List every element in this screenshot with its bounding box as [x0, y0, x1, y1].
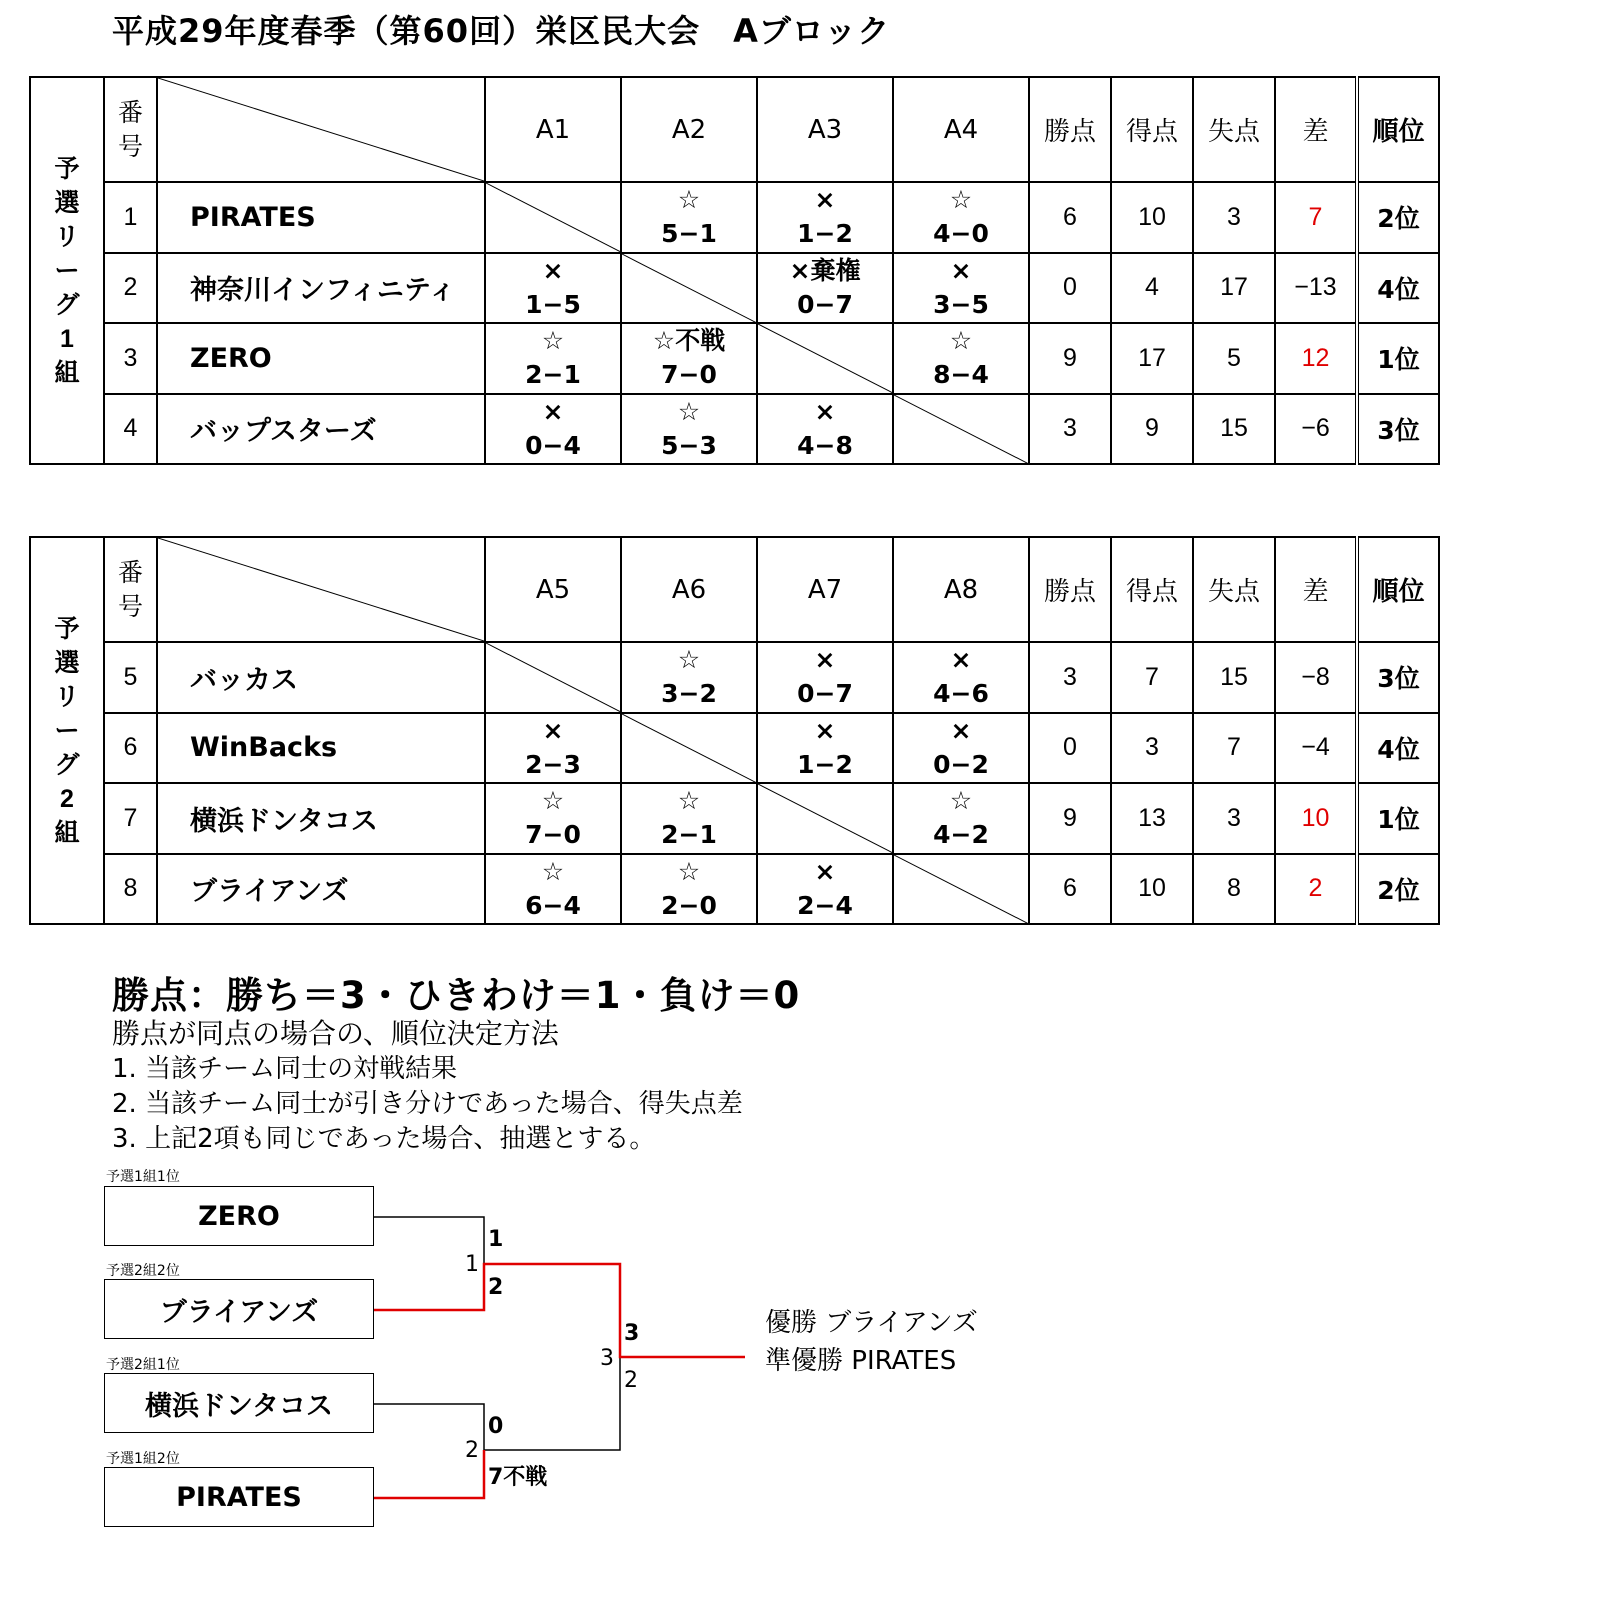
team-row	[30, 642, 1439, 713]
team-conceded: 3	[1193, 783, 1275, 854]
match-mark: ☆	[677, 645, 701, 675]
semi1-match-no: 1	[465, 1252, 479, 1277]
team-number: 1	[104, 182, 157, 253]
team-scored: 4	[1111, 253, 1193, 324]
team-rank: 1位	[1357, 323, 1439, 394]
match-result	[893, 783, 1029, 854]
team-row	[30, 182, 1439, 253]
team-scored: 10	[1111, 854, 1193, 925]
match-score: 4−8	[797, 430, 853, 460]
match-score: 1−5	[525, 289, 581, 319]
match-result	[757, 182, 893, 253]
points-header: 勝点	[1029, 537, 1111, 642]
match-result	[485, 783, 621, 854]
match-mark: ×	[814, 645, 836, 675]
team-name: PIRATES	[157, 182, 485, 253]
team-conceded: 15	[1193, 394, 1275, 465]
match-result	[893, 253, 1029, 324]
self-match-diagonal	[622, 254, 756, 323]
match-score: 2−0	[661, 890, 717, 920]
team-row	[30, 323, 1439, 394]
match-result	[621, 394, 757, 465]
match-score: 0−2	[933, 749, 989, 779]
team-rank: 3位	[1357, 642, 1439, 713]
match-result	[621, 323, 757, 394]
match-score: 3−2	[661, 679, 717, 709]
match-result	[485, 394, 621, 465]
team-number: 2	[104, 253, 157, 324]
match-score: 8−4	[933, 360, 989, 390]
match-score: 0−7	[797, 289, 853, 319]
self-match-diagonal	[758, 784, 892, 853]
team-diff: 10	[1275, 783, 1357, 854]
conceded-header: 失点	[1193, 537, 1275, 642]
match-result	[893, 323, 1029, 394]
match-result	[757, 253, 893, 324]
bracket-team-dontacos: 横浜ドンタコス	[104, 1373, 374, 1433]
semi2-match-no: 2	[465, 1438, 479, 1463]
tiebreak-rule-2: 2. 当該チーム同士が引き分けであった場合、得失点差	[112, 1089, 743, 1119]
self-match-cell	[893, 854, 1029, 925]
match-mark: ☆	[541, 326, 565, 356]
match-mark: ☆	[541, 856, 565, 886]
team-name: 横浜ドンタコス	[157, 783, 485, 854]
team-points: 9	[1029, 323, 1111, 394]
corner-diagonal	[158, 538, 484, 641]
match-result	[621, 182, 757, 253]
match-result	[893, 642, 1029, 713]
self-match-cell	[485, 182, 621, 253]
team-name: バッカス	[157, 642, 485, 713]
bracket-line-red	[374, 1264, 745, 1498]
match-result	[485, 253, 621, 324]
scored-header: 得点	[1111, 77, 1193, 182]
bracket-team-zero: ZERO	[104, 1186, 374, 1246]
match-result	[621, 642, 757, 713]
num-header-text: 番号	[117, 558, 143, 621]
match-result	[757, 394, 893, 465]
match-score: 4−6	[933, 679, 989, 709]
team-diff: 12	[1275, 323, 1357, 394]
match-mark: ×	[542, 396, 564, 426]
team-points: 0	[1029, 713, 1111, 784]
opponent-header: A8	[893, 537, 1029, 642]
final-score-bottom: 2	[624, 1368, 638, 1393]
slot-label-4: 予選1組2位	[106, 1451, 180, 1467]
match-result	[757, 854, 893, 925]
self-match-diagonal	[486, 183, 620, 252]
team-name: WinBacks	[157, 713, 485, 784]
opponent-header: A7	[757, 537, 893, 642]
team-number: 3	[104, 323, 157, 394]
team-name: ブライアンズ	[157, 854, 485, 925]
group-label	[30, 537, 104, 924]
opponent-header: A2	[621, 77, 757, 182]
team-diff: −6	[1275, 394, 1357, 465]
match-score: 2−4	[797, 890, 853, 920]
match-result	[757, 642, 893, 713]
team-points: 6	[1029, 182, 1111, 253]
bracket-team-pirates: PIRATES	[104, 1467, 374, 1527]
team-number: 6	[104, 713, 157, 784]
tiebreak-rule-3: 3. 上記2項も同じであった場合、抽選とする。	[112, 1124, 656, 1154]
match-mark: ×	[814, 856, 836, 886]
match-mark: ☆	[677, 786, 701, 816]
conceded-header: 失点	[1193, 77, 1275, 182]
corner-header	[157, 77, 485, 182]
team-diff: 2	[1275, 854, 1357, 925]
semi1-score-bottom: 2	[488, 1275, 504, 1300]
match-result	[485, 713, 621, 784]
match-score: 1−2	[797, 219, 853, 249]
team-rank: 4位	[1357, 713, 1439, 784]
team-diff: −8	[1275, 642, 1357, 713]
team-conceded: 7	[1193, 713, 1275, 784]
team-row	[30, 713, 1439, 784]
team-scored: 13	[1111, 783, 1193, 854]
corner-diagonal	[158, 78, 484, 181]
match-score: 0−4	[525, 430, 581, 460]
match-mark: ☆不戦	[652, 326, 726, 356]
team-points: 3	[1029, 394, 1111, 465]
team-diff: −13	[1275, 253, 1357, 324]
team-conceded: 5	[1193, 323, 1275, 394]
tiebreak-rule-1: 1. 当該チーム同士の対戦結果	[112, 1054, 458, 1084]
group-label-text: 予選リーグ1組	[54, 154, 80, 387]
rank-header: 順位	[1357, 537, 1439, 642]
points-rule: 勝点：勝ち＝3・ひきわけ＝1・負け＝0	[112, 974, 801, 1017]
num-header-text: 番号	[117, 98, 143, 161]
self-match-cell	[757, 783, 893, 854]
match-result	[485, 323, 621, 394]
slot-label-1: 予選1組1位	[106, 1169, 180, 1185]
runnerup-label: 準優勝 PIRATES	[765, 1346, 957, 1376]
page-title: 平成29年度春季（第60回）栄区民大会 Aブロック	[112, 12, 891, 50]
match-result	[621, 783, 757, 854]
match-score: 5−3	[661, 430, 717, 460]
opponent-header: A6	[621, 537, 757, 642]
team-scored: 9	[1111, 394, 1193, 465]
team-conceded: 17	[1193, 253, 1275, 324]
team-conceded: 15	[1193, 642, 1275, 713]
team-number: 7	[104, 783, 157, 854]
match-score: 2−3	[525, 749, 581, 779]
match-mark: ☆	[949, 326, 973, 356]
self-match-diagonal	[894, 395, 1028, 464]
rank-header: 順位	[1357, 77, 1439, 182]
match-mark: ☆	[677, 856, 701, 886]
semi2-score-bottom: 7不戦	[488, 1465, 548, 1490]
match-score: 0−7	[797, 679, 853, 709]
group-label-text: 予選リーグ2組	[54, 614, 80, 847]
opponent-header: A1	[485, 77, 621, 182]
slot-label-3: 予選2組1位	[106, 1357, 180, 1373]
team-name: バップスターズ	[157, 394, 485, 465]
team-scored: 17	[1111, 323, 1193, 394]
team-rank: 4位	[1357, 253, 1439, 324]
semi1-score-top: 1	[488, 1227, 504, 1252]
diff-header: 差	[1275, 537, 1357, 642]
team-rank: 1位	[1357, 783, 1439, 854]
final-match-no: 3	[600, 1346, 614, 1371]
team-row	[30, 394, 1439, 465]
match-mark: ×	[542, 255, 564, 285]
final-score-top: 3	[624, 1321, 640, 1346]
match-score: 1−2	[797, 749, 853, 779]
team-number: 5	[104, 642, 157, 713]
opponent-header: A5	[485, 537, 621, 642]
opponent-header: A3	[757, 77, 893, 182]
match-score: 2−1	[525, 360, 581, 390]
team-name: ZERO	[157, 323, 485, 394]
self-match-cell	[621, 253, 757, 324]
match-mark: ×	[814, 715, 836, 745]
team-diff: −4	[1275, 713, 1357, 784]
diff-header: 差	[1275, 77, 1357, 182]
match-mark: ☆	[677, 185, 701, 215]
team-points: 0	[1029, 253, 1111, 324]
match-score: 5−1	[661, 219, 717, 249]
match-mark: ☆	[949, 185, 973, 215]
team-points: 6	[1029, 854, 1111, 925]
tiebreak-heading: 勝点が同点の場合の、順位決定方法	[112, 1017, 559, 1050]
match-mark: ☆	[677, 396, 701, 426]
num-header	[104, 537, 157, 642]
bracket-team-brians: ブライアンズ	[104, 1279, 374, 1339]
self-match-diagonal	[758, 324, 892, 393]
line-brians-win	[374, 1264, 745, 1357]
self-match-cell	[621, 713, 757, 784]
match-score: 4−0	[933, 219, 989, 249]
team-rank: 3位	[1357, 394, 1439, 465]
match-result	[485, 854, 621, 925]
match-score: 7−0	[661, 360, 717, 390]
match-score: 7−0	[525, 820, 581, 850]
team-name: 神奈川インフィニティ	[157, 253, 485, 324]
group-label	[30, 77, 104, 464]
match-mark: ☆	[949, 786, 973, 816]
team-points: 9	[1029, 783, 1111, 854]
match-mark: ×	[950, 255, 972, 285]
match-score: 6−4	[525, 890, 581, 920]
team-row	[30, 783, 1439, 854]
match-score: 3−5	[933, 289, 989, 319]
team-number: 4	[104, 394, 157, 465]
slot-label-2: 予選2組2位	[106, 1263, 180, 1279]
team-scored: 10	[1111, 182, 1193, 253]
team-conceded: 8	[1193, 854, 1275, 925]
match-mark: ×	[814, 185, 836, 215]
match-score: 4−2	[933, 820, 989, 850]
league-table-group-2	[29, 536, 1440, 925]
match-score: 2−1	[661, 820, 717, 850]
points-header: 勝点	[1029, 77, 1111, 182]
team-rank: 2位	[1357, 182, 1439, 253]
team-points: 3	[1029, 642, 1111, 713]
self-match-cell	[485, 642, 621, 713]
num-header	[104, 77, 157, 182]
match-mark: ×棄権	[789, 255, 861, 285]
semi2-score-top: 0	[488, 1414, 504, 1439]
team-number: 8	[104, 854, 157, 925]
match-result	[893, 182, 1029, 253]
team-row	[30, 253, 1439, 324]
match-result	[757, 713, 893, 784]
team-diff: 7	[1275, 182, 1357, 253]
self-match-diagonal	[486, 643, 620, 712]
match-result	[621, 854, 757, 925]
self-match-cell	[757, 323, 893, 394]
winner-label: 優勝 ブライアンズ	[765, 1308, 978, 1338]
match-mark: ☆	[541, 786, 565, 816]
match-mark: ×	[950, 645, 972, 675]
league-table-group-1	[29, 76, 1440, 465]
match-result	[893, 713, 1029, 784]
match-mark: ×	[542, 715, 564, 745]
opponent-header: A4	[893, 77, 1029, 182]
team-scored: 3	[1111, 713, 1193, 784]
team-row	[30, 854, 1439, 925]
team-scored: 7	[1111, 642, 1193, 713]
match-mark: ×	[950, 715, 972, 745]
corner-header	[157, 537, 485, 642]
self-match-diagonal	[622, 714, 756, 783]
match-mark: ×	[814, 396, 836, 426]
self-match-diagonal	[894, 855, 1028, 924]
self-match-cell	[893, 394, 1029, 465]
team-conceded: 3	[1193, 182, 1275, 253]
team-rank: 2位	[1357, 854, 1439, 925]
scored-header: 得点	[1111, 537, 1193, 642]
